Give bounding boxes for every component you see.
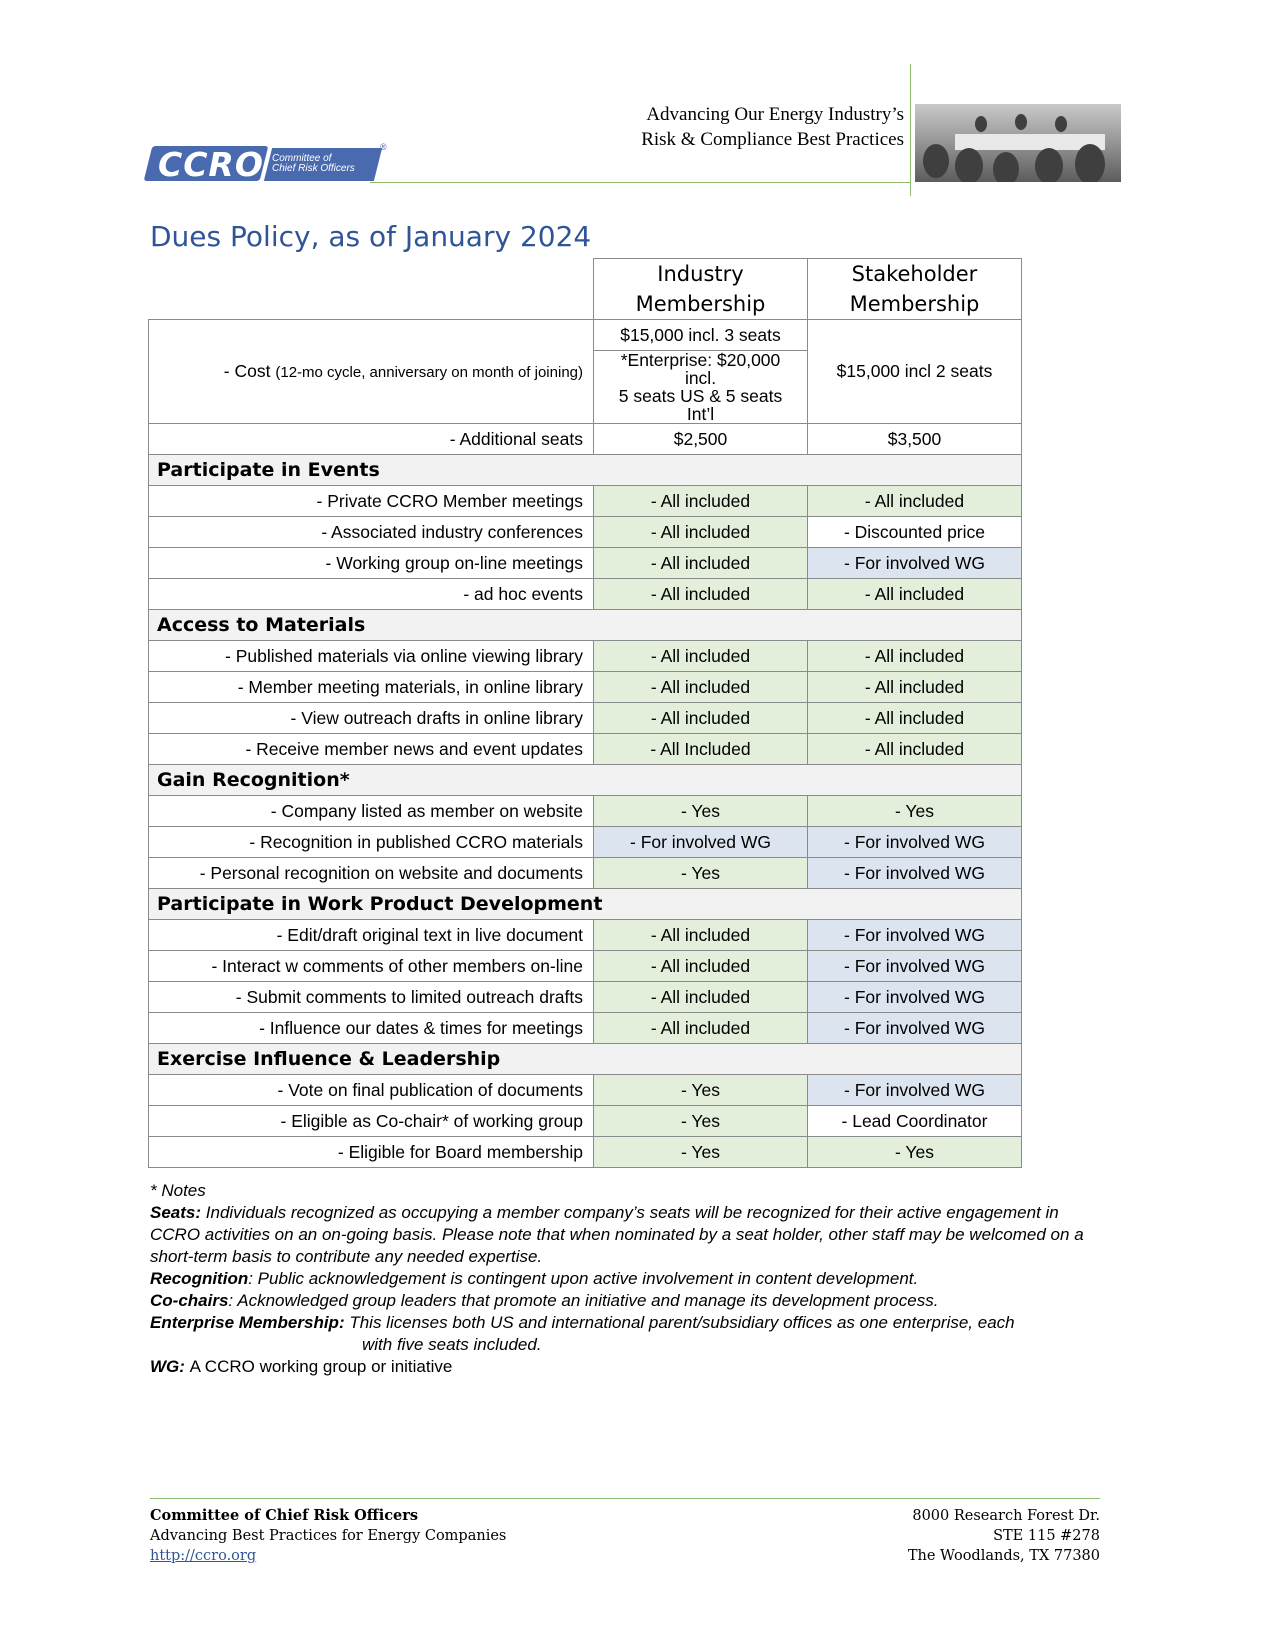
table-row [149, 486, 1022, 517]
stakeholder-value: - All included [808, 486, 1022, 517]
section-header-row [149, 1044, 1022, 1075]
enterprise-line-2: 5 seats US & 5 seats Int’l [618, 386, 783, 424]
table-row [149, 1106, 1022, 1137]
table-row [149, 951, 1022, 982]
table-row [149, 548, 1022, 579]
section-title: Access to Materials [149, 610, 1022, 641]
cost-row [149, 320, 1022, 351]
logo-subtitle-line-2: Chief Risk Officers [272, 163, 355, 174]
stakeholder-value: - For involved WG [808, 920, 1022, 951]
industry-value: - All included [594, 920, 808, 951]
table-row [149, 734, 1022, 765]
section-title: Participate in Work Product Development [149, 889, 1022, 920]
photo-person [1035, 148, 1063, 182]
stakeholder-value: - All included [808, 672, 1022, 703]
row-label: - Interact w comments of other members on-line [149, 951, 594, 982]
note-cochairs-text: : Acknowledged group leaders that promote an initiative and manage its development process. [228, 1291, 939, 1310]
row-label: - Private CCRO Member meetings [149, 486, 594, 517]
industry-value: - All included [594, 703, 808, 734]
tagline-line-2: Risk & Compliance Best Practices [641, 129, 904, 150]
cost-industry-enterprise [594, 351, 808, 424]
header-divider [370, 182, 910, 183]
note-recognition [150, 1268, 1110, 1290]
stakeholder-value: - For involved WG [808, 1075, 1022, 1106]
note-recognition-term: Recognition [150, 1269, 249, 1288]
table-row [149, 982, 1022, 1013]
industry-header-line-2: Membership [635, 292, 766, 316]
stakeholder-value: - For involved WG [808, 982, 1022, 1013]
header-blank-cell [149, 259, 594, 320]
photo-person [1075, 144, 1105, 182]
footer-divider [150, 1498, 1100, 1499]
industry-value: - All included [594, 641, 808, 672]
note-enterprise-text-2: with five seats included. [362, 1335, 542, 1354]
footer-address [908, 1506, 1100, 1566]
column-header-stakeholder [808, 259, 1022, 320]
row-label: - Personal recognition on website and documents [149, 858, 594, 889]
industry-value: - All Included [594, 734, 808, 765]
registered-mark: ® [380, 142, 387, 152]
section-title: Gain Recognition* [149, 765, 1022, 796]
table-row [149, 1137, 1022, 1168]
note-wg-text: A CCRO working group or initiative [189, 1357, 453, 1376]
row-label: - Eligible as Co-chair* of working group [149, 1106, 594, 1137]
enterprise-line-1: *Enterprise: $20,000 incl. [620, 350, 781, 388]
row-label: - Company listed as member on website [149, 796, 594, 827]
industry-value: - All included [594, 548, 808, 579]
row-label: - Eligible for Board membership [149, 1137, 594, 1168]
stakeholder-value: - For involved WG [808, 858, 1022, 889]
cost-label [149, 320, 594, 424]
industry-value: - Yes [594, 1106, 808, 1137]
ccro-logo [148, 142, 387, 184]
cost-stakeholder: $15,000 incl 2 seats [808, 320, 1022, 424]
notes-heading: * Notes [150, 1181, 206, 1200]
table-row [149, 641, 1022, 672]
footer-slogan: Advancing Best Practices for Energy Companies [150, 1528, 507, 1544]
industry-value: - Yes [594, 1137, 808, 1168]
address-line-3: The Woodlands, TX 77380 [907, 1548, 1100, 1564]
column-header-industry [594, 259, 808, 320]
table-row [149, 517, 1022, 548]
industry-value: - All included [594, 517, 808, 548]
industry-value: - All included [594, 579, 808, 610]
logo-text: CCRO [158, 145, 264, 184]
table-row [149, 703, 1022, 734]
row-label: - Member meeting materials, in online library [149, 672, 594, 703]
industry-value: - All included [594, 1013, 808, 1044]
footer-left [150, 1506, 506, 1566]
table-row [149, 920, 1022, 951]
industry-header-line-1: Industry [657, 262, 744, 286]
stakeholder-header-line-1: Stakeholder [851, 262, 978, 286]
section-header-row [149, 610, 1022, 641]
stakeholder-value: - All included [808, 641, 1022, 672]
stakeholder-value: - Discounted price [808, 517, 1022, 548]
section-header-row [149, 765, 1022, 796]
logo-subtitle [272, 154, 355, 174]
footer-org: Committee of Chief Risk Officers [150, 1507, 419, 1524]
row-label: - Recognition in published CCRO materials [149, 827, 594, 858]
stakeholder-value: - For involved WG [808, 548, 1022, 579]
industry-value: - All included [594, 672, 808, 703]
photo-person [955, 148, 983, 182]
industry-value: - All included [594, 951, 808, 982]
row-label: - Associated industry conferences [149, 517, 594, 548]
header-vertical-divider [910, 64, 911, 196]
dues-table [148, 258, 1022, 1168]
stakeholder-value: - All included [808, 734, 1022, 765]
cost-label-text: - Cost [223, 361, 271, 381]
row-label: - ad hoc events [149, 579, 594, 610]
row-label: - View outreach drafts in online library [149, 703, 594, 734]
note-recognition-text: : Public acknowledgement is contingent upon active involvement in content development. [248, 1269, 919, 1288]
column-header-row [149, 259, 1022, 320]
note-wg-term: WG: [150, 1357, 185, 1376]
photo-person [993, 152, 1019, 182]
photo-person [975, 116, 987, 132]
tagline-line-1: Advancing Our Energy Industry’s [646, 104, 904, 125]
row-label: - Edit/draft original text in live document [149, 920, 594, 951]
note-enterprise-term: Enterprise Membership: [150, 1313, 345, 1332]
stakeholder-value: - Yes [808, 1137, 1022, 1168]
note-wg [150, 1356, 1110, 1378]
table-row [149, 579, 1022, 610]
note-cochairs-term: Co-chairs [150, 1291, 229, 1310]
row-label: - Vote on final publication of documents [149, 1075, 594, 1106]
industry-value: - Yes [594, 1075, 808, 1106]
table-row [149, 796, 1022, 827]
row-label: - Published materials via online viewing library [149, 641, 594, 672]
note-cochairs [150, 1290, 1110, 1312]
header-tagline [641, 102, 904, 152]
row-label: - Influence our dates & times for meetings [149, 1013, 594, 1044]
logo-subtitle-line-1: Committee of [272, 153, 332, 164]
additional-seats-row [149, 424, 1022, 455]
section-header-row [149, 455, 1022, 486]
stakeholder-value: - Yes [808, 796, 1022, 827]
stakeholder-value: - For involved WG [808, 951, 1022, 982]
table-row [149, 858, 1022, 889]
photo-person [1055, 116, 1067, 132]
additional-seats-industry: $2,500 [594, 424, 808, 455]
address-line-1: 8000 Research Forest Dr. [912, 1508, 1100, 1524]
stakeholder-value: - For involved WG [808, 1013, 1022, 1044]
notes [150, 1180, 1110, 1378]
additional-seats-stakeholder: $3,500 [808, 424, 1022, 455]
table-row [149, 1075, 1022, 1106]
note-seats [150, 1202, 1110, 1268]
table-row [149, 827, 1022, 858]
note-seats-text: Individuals recognized as occupying a member company’s seats will be recognized for their active engagement in CCRO activities on an on-going basis. Please note that when nominated by a seat holder, other staff may be welcomed on a short-term basis to contribute any needed expertise. [150, 1203, 1084, 1266]
note-enterprise [150, 1312, 1110, 1334]
page-title: Dues Policy, as of January 2024 [150, 220, 592, 253]
row-label: - Receive member news and event updates [149, 734, 594, 765]
meeting-photo [915, 104, 1121, 182]
cost-industry: $15,000 incl. 3 seats [594, 320, 808, 351]
table-row [149, 1013, 1022, 1044]
section-title: Exercise Influence & Leadership [149, 1044, 1022, 1075]
cost-label-note: (12-mo cycle, anniversary on month of joining) [275, 364, 583, 381]
industry-value: - For involved WG [594, 827, 808, 858]
industry-value: - Yes [594, 858, 808, 889]
additional-seats-label: - Additional seats [149, 424, 594, 455]
row-label: - Submit comments to limited outreach drafts [149, 982, 594, 1013]
address-line-2: STE 115 #278 [993, 1528, 1100, 1544]
industry-value: - Yes [594, 796, 808, 827]
stakeholder-value: - All included [808, 703, 1022, 734]
table-row [149, 672, 1022, 703]
industry-value: - All included [594, 486, 808, 517]
stakeholder-value: - Lead Coordinator [808, 1106, 1022, 1137]
photo-person [1015, 114, 1027, 130]
section-title: Participate in Events [149, 455, 1022, 486]
note-seats-term: Seats: [150, 1203, 202, 1222]
row-label: - Working group on-line meetings [149, 548, 594, 579]
industry-value: - All included [594, 982, 808, 1013]
photo-person [923, 144, 949, 178]
stakeholder-value: - For involved WG [808, 827, 1022, 858]
footer-url-link[interactable]: http://ccro.org [150, 1548, 257, 1564]
note-enterprise-text-1: This licenses both US and international parent/subsidiary offices as one enterprise, each [349, 1313, 1015, 1332]
stakeholder-header-line-2: Membership [849, 292, 980, 316]
stakeholder-value: - All included [808, 579, 1022, 610]
section-header-row [149, 889, 1022, 920]
